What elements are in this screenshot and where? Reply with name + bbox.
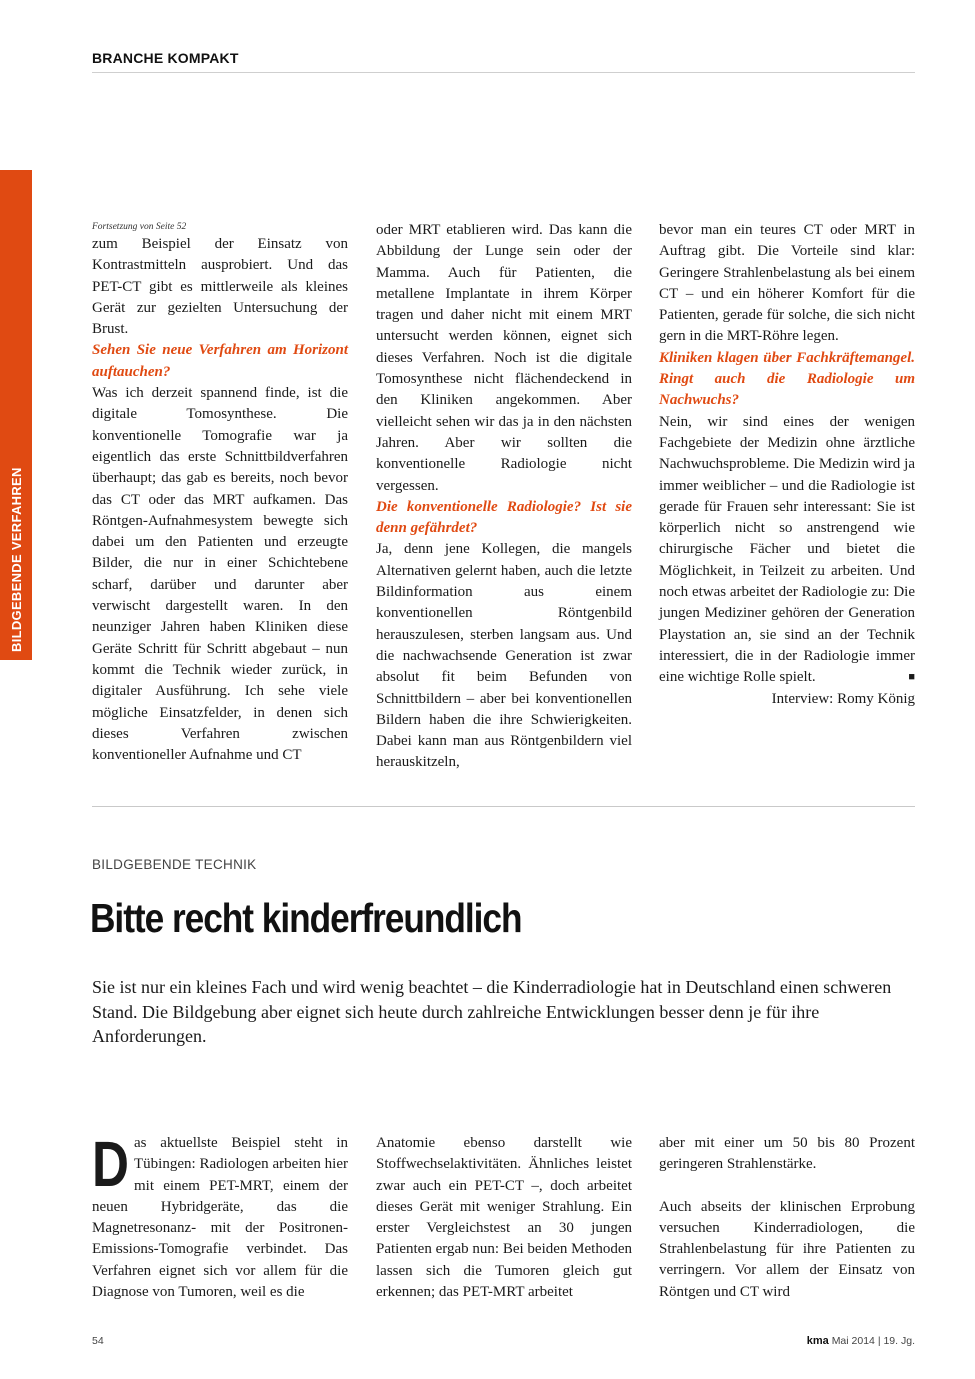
issue-date: Mai 2014 <box>831 1335 875 1347</box>
article-paragraph: Anatomie ebenso darstellt wie Stoffwechselaktivitäten. Ähnliches leistet zwar auch ein PET-CT –, doch arbeitet dieses Gerät mit weniger Strahlung. Ein erster Vergleichstest an 30 jungen Patienten ergab nun: Bei beiden Methoden lassen sich die Tumoren gleich gut erkennen; das PET-MRT arbeitet <box>376 1135 632 1301</box>
interview-column-3 <box>659 220 915 710</box>
interview-question: Kliniken klagen über Fachkräftemangel. Ringt auch die Radiologie um Nachwuchs? <box>659 349 915 409</box>
side-tab <box>0 170 32 660</box>
article-paragraph: as aktuellste Beispiel steht in Tübingen: Radiologen arbeiten hier mit einem PET-MRT, einem der neuen Hybridgeräte, das die Magnetresonanz- mit der Positronen-Emissions-Tomografie verbindet. Das Verfahren eignet sich vor allem für die Diagnose von Tumoren, weil es die <box>92 1135 348 1301</box>
continued-note: Fortsetzung von Seite 52 <box>92 222 187 232</box>
interview-column-1 <box>92 220 348 766</box>
side-tab-label: BILDGEBENDE VERFAHREN <box>9 467 24 652</box>
magazine-logo: kma <box>806 1335 829 1347</box>
interview-paragraph: Ja, denn jene Kollegen, die mangels Alternativen gelernt haben, auch die letzte Bildinformation aus einem konventionellen Röntgenbild herauszulesen, sterben langsam aus. Und die nachwachsende Generation ist zwar absolut fit beim Befunden von Schnittbildern – aber bei konventionellen Bildern haben die ihre Schwierigkeiten. Dabei kann man aus Röntgenbildern viel herauskitzeln, <box>376 541 632 771</box>
interview-closing-text: Nein, wir sind eines der wenigen Fachgebiete der Medizin ohne ärztliche Nachwuchsprobleme. Die Medizin wird ja immer weiblicher – und die Radiologie ist gerade für Frauen sehr interessant: Sie ist körperlich nicht so anstrengend wie chirurgische Fächer und bietet die Möglichkeit, in Teilzeit zu arbeiten. Und noch etwas arbeitet der Radiologie zu: Die jungen Mediziner gehören der Generation Playstation an, sie sind an der Technik interessiert, die in der Radiologie immer eine wichtige Rolle spielt. <box>659 413 915 686</box>
volume-number: 19. Jg. <box>883 1335 915 1347</box>
interview-paragraph: oder MRT etablieren wird. Das kann die Abbildung der Lunge sein oder der Mamma. Auch für Patienten, die metallene Implantate in ihrem Körper tragen und daher nicht mit einem MRT untersucht werden können, eignet sich dieses Verfahren. Noch ist die digitale Tomosynthese nicht flächendeckend in den Kliniken angekommen. Aber vielleicht sehen wir das ja in den nächsten Jahren. Aber wir sollten die konventionelle Radiologie nicht vergessen. <box>376 222 632 494</box>
article-divider <box>92 806 915 807</box>
page-number: 54 <box>92 1335 104 1347</box>
footer-separator: | <box>877 1335 881 1347</box>
section-header: BRANCHE KOMPAKT <box>92 50 239 66</box>
article-column-3 <box>659 1133 915 1303</box>
interview-paragraph <box>659 412 915 689</box>
interview-question: Die konventionelle Radiologie? Ist sie denn gefährdet? <box>376 498 632 537</box>
article-lead: Sie ist nur ein kleines Fach und wird wenig beachtet – die Kinderradiologie hat in Deutschland einen schweren Stand. Die Bildgebung aber eignet sich heute durch zahlreiche Entwicklungen besser denn je für ihre Anforderungen. <box>92 977 892 1046</box>
interview-column-2 <box>376 220 632 774</box>
article-headline: Bitte recht kinderfreundlich <box>90 895 522 941</box>
header-divider <box>92 72 915 73</box>
interview-question: Sehen Sie neue Verfahren am Horizont auftauchen? <box>92 342 348 380</box>
article-kicker: BILDGEBENDE TECHNIK <box>92 857 257 872</box>
end-mark: ■ <box>908 671 915 684</box>
interview-paragraph: zum Beispiel der Einsatz von Kontrastmitteln ausprobiert. Und das PET-CT gibt es mittlerweile als kleines Gerät zur gezielten Untersuchung der Brust. <box>92 236 348 338</box>
interview-paragraph: Was ich derzeit spannend finde, ist die digitale Tomosynthese. Die konventionelle Tomografie war ja eigentlich das erste Schnittbildverfahren überhaupt; das gab es bereits, noch bevor das CT oder das MRT aufkamen. Das Röntgen-Aufnahmesystem bewegte sich dabei um den Patienten und erzeugte Bilder, die nur in einer Schichtebene scharf, darüber und darunter aber verwischt dargestellt waren. In den neunziger Jahren haben Kliniken diese Geräte Schritt für Schritt abgebaut – nun kommt die Technik wieder zurück, in digitaler Ausführung. Ich sehe viele mögliche Einsatzfelder, in denen sich dieses Verfahren zwischen konventioneller Aufnahme und CT <box>92 385 348 764</box>
article-paragraph: aber mit einer um 50 bis 80 Prozent geringeren Strahlenstärke. <box>659 1135 915 1173</box>
byline: Interview: Romy König <box>771 690 915 707</box>
article-column-1 <box>92 1128 348 1303</box>
interview-paragraph: bevor man ein teures CT oder MRT in Auftrag gibt. Die Vorteile sind klar: Geringere Strahlenbelastung als bei einem CT – und ein höherer Komfort für die Patienten, gerade für solche, die sich nicht gern in die MRT-Röhre legen. <box>659 222 915 345</box>
footer-issue-info <box>807 1335 915 1347</box>
article-paragraph: Auch abseits der klinischen Erprobung versuchen Kinderradiologen, die Strahlenbelastung für ihre Patienten zu verringern. Vor allem der Einsatz von Röntgen und CT wird <box>659 1198 915 1300</box>
drop-cap: D <box>92 1128 129 1200</box>
article-column-2 <box>376 1133 632 1303</box>
